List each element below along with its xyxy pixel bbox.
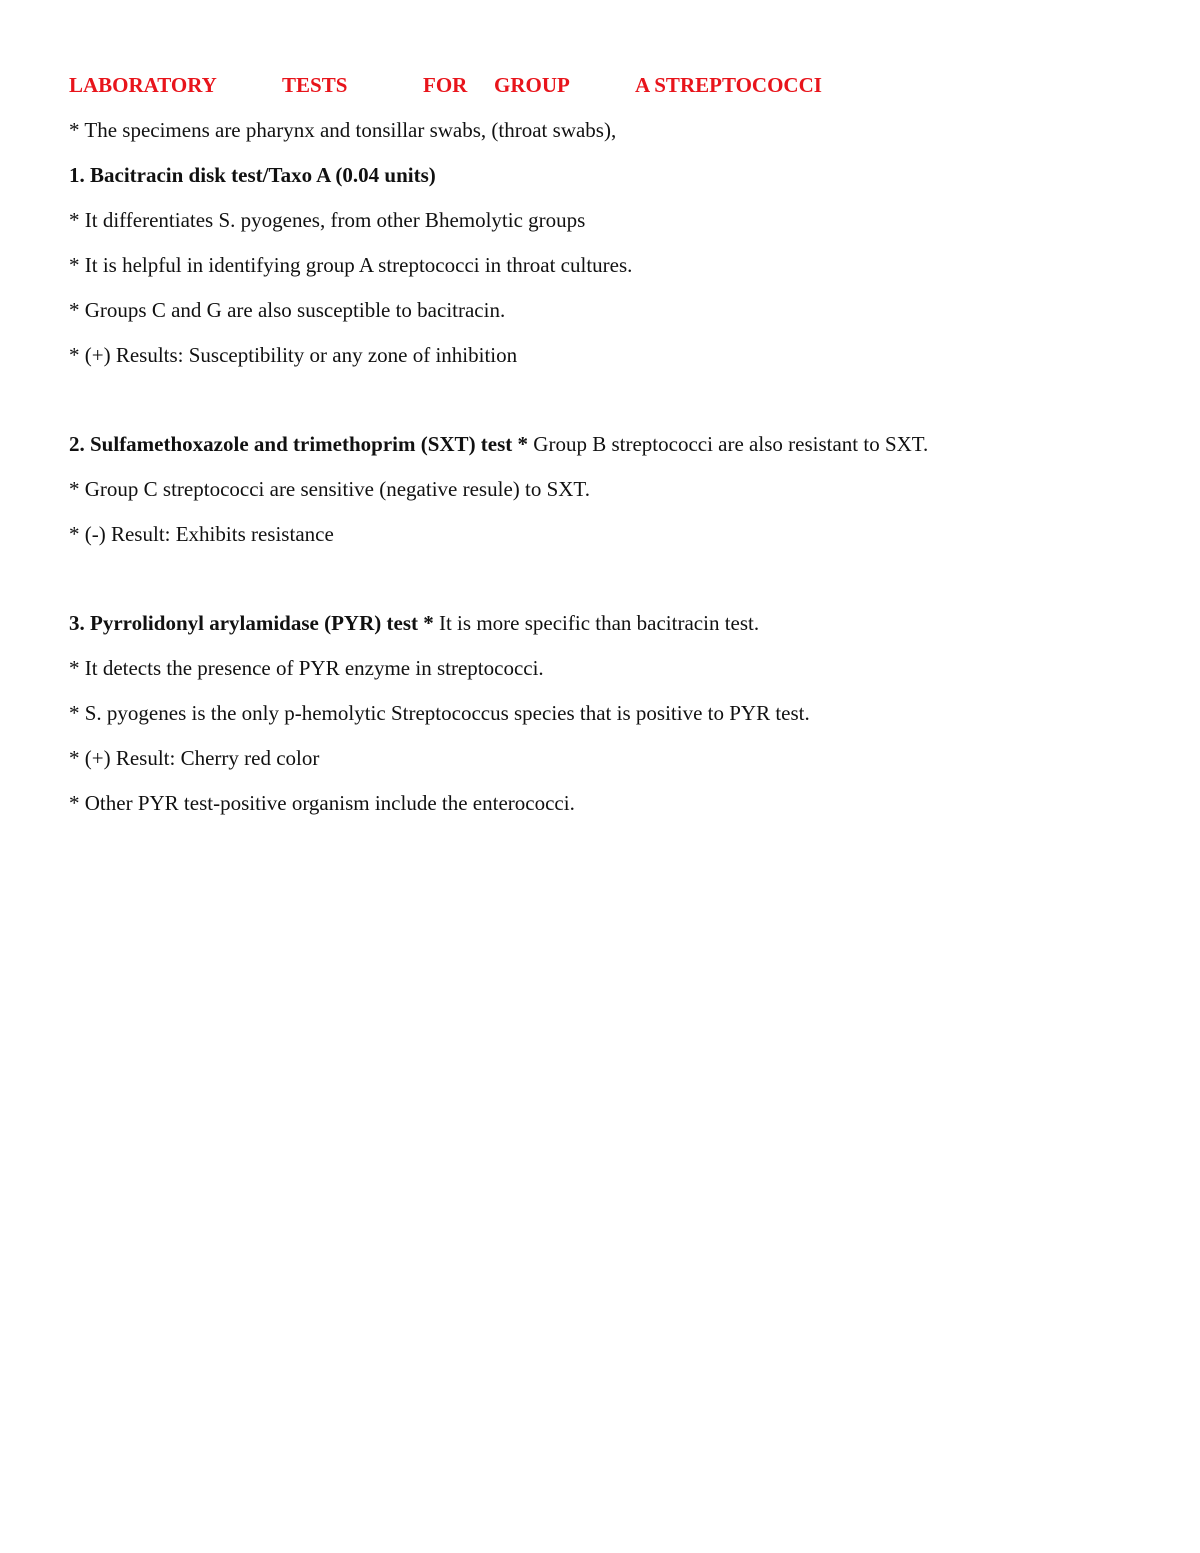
document-page — [69, 70, 1149, 818]
title-word-laboratory: LABORATORY — [69, 73, 217, 97]
section3-heading-star: * — [423, 611, 434, 635]
intro-line: * The specimens are pharynx and tonsillar swabs, (throat swabs), — [69, 118, 617, 142]
section2-heading — [69, 429, 1149, 459]
document-title — [69, 70, 1149, 100]
title-word-a-streptococci: A STREPTOCOCCI — [635, 73, 822, 97]
section2-item: * (-) Result: Exhibits resistance — [69, 522, 334, 546]
section2-item: * Group C streptococci are sensitive (negative resule) to SXT. — [69, 477, 590, 501]
section3-heading-rest: It is more specific than bacitracin test. — [433, 611, 760, 635]
section1-item: * (+) Results: Susceptibility or any zone of inhibition — [69, 343, 518, 367]
title-word-tests: TESTS — [282, 73, 348, 97]
title-word-for: FOR — [423, 73, 468, 97]
section2-heading-star: * — [517, 432, 529, 456]
section1-heading — [69, 160, 1149, 190]
section2-heading-rest: Group B streptococci are also resistant to SXT. — [528, 432, 929, 456]
section3-item: * It detects the presence of PYR enzyme in streptococci. — [69, 656, 544, 680]
section1-item: * It is helpful in identifying group A streptococci in throat cultures. — [69, 253, 633, 277]
section3-item: * S. pyogenes is the only p-hemolytic Streptococcus species that is positive to PYR test. — [69, 701, 810, 725]
section1-item: * It differentiates S. pyogenes, from other Bhemolytic groups — [69, 208, 586, 232]
section3-item: * Other PYR test-positive organism include the enterococci. — [69, 791, 575, 815]
section3-heading-text: 3. Pyrrolidonyl arylamidase (PYR) test — [69, 611, 418, 635]
section3-item: * (+) Result: Cherry red color — [69, 746, 320, 770]
section1-item: * Groups C and G are also susceptible to bacitracin. — [69, 298, 506, 322]
section3-heading — [69, 608, 1149, 638]
section1-heading-text: 1. Bacitracin disk test/Taxo A (0.04 units) — [69, 163, 436, 187]
section2-heading-text: 2. Sulfamethoxazole and trimethoprim (SXT) test — [69, 432, 513, 456]
title-word-group: GROUP — [494, 73, 570, 97]
